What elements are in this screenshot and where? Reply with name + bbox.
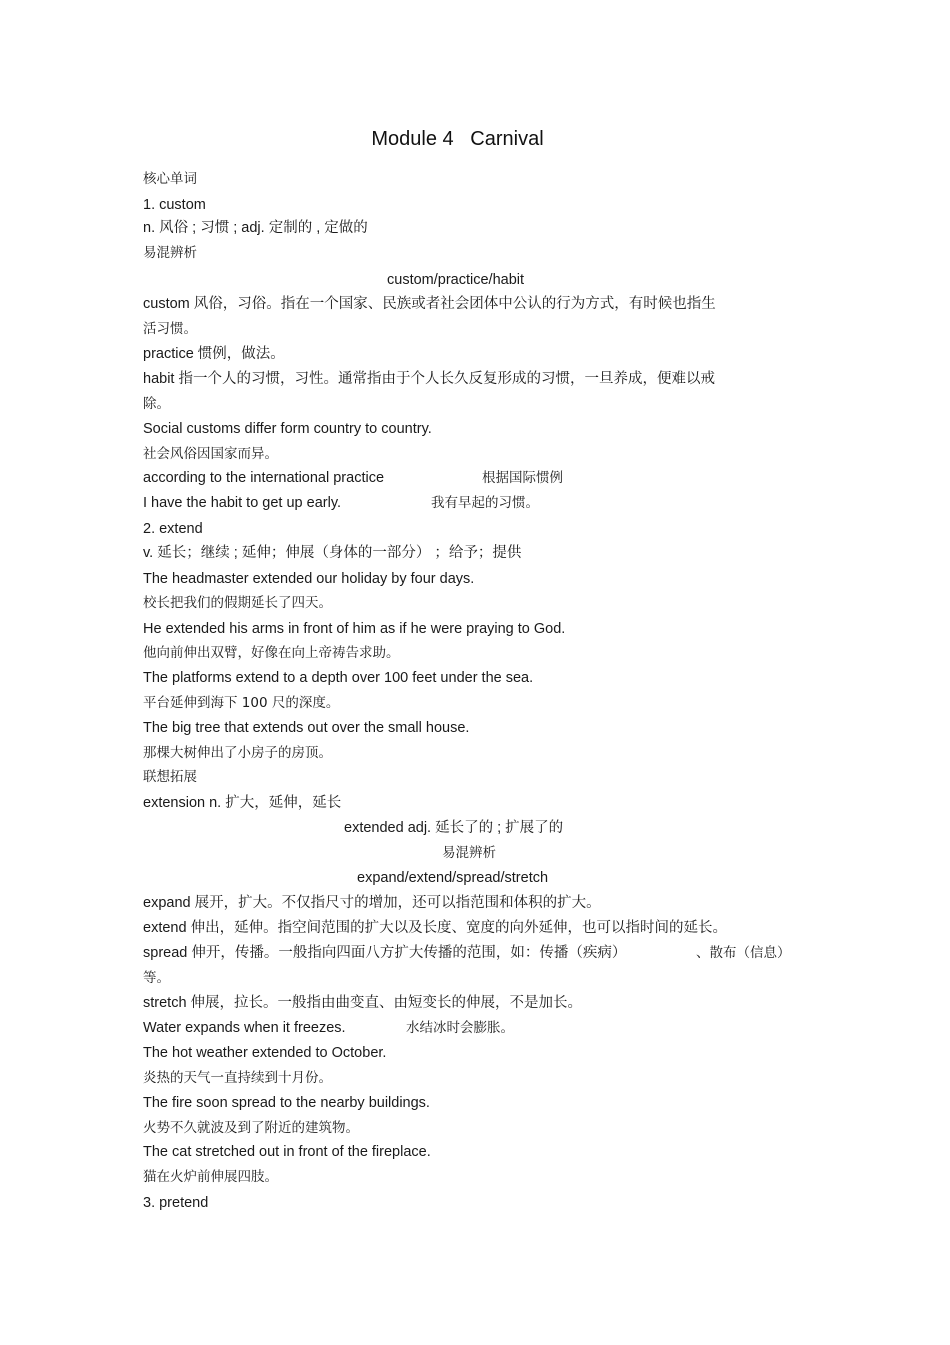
text-segment: 2. extend (143, 521, 203, 537)
text-segment: n. 风俗 ; 习惯 ; adj. 定制的 , 定做的 (143, 220, 368, 236)
text-segment: 平台延伸到海下 100 尺的深度。 (143, 695, 340, 711)
text-segment: extended adj. 延长了的 ; 扩展了的 (344, 820, 564, 836)
text-segment: 核心单词 (143, 171, 197, 187)
text-segment: stretch 伸展，拉长。一般指由曲变直、由短变长的伸展，不是加长。 (143, 995, 583, 1011)
text-segment: 除。 (143, 396, 170, 412)
text-segment: The big tree that extends out over the small house. (143, 720, 470, 736)
text-segment: custom/practice/habit (387, 272, 525, 288)
text-segment: The fire soon spread to the nearby buildings. (143, 1095, 430, 1111)
text-segment: 校长把我们的假期延长了四天。 (143, 595, 332, 611)
text-segment: Social customs differ form country to country. (143, 421, 432, 437)
text-segment: extend 伸出，延伸。指空间范围的扩大以及长度、宽度的向外延伸，也可以指时间的延长。 (143, 920, 728, 936)
text-segment: 等。 (143, 970, 170, 986)
text-segment: 活习惯。 (143, 321, 197, 337)
text-segment: 1. custom (143, 197, 206, 213)
text-segment: The platforms extend to a depth over 100 feet under the sea. (143, 670, 534, 686)
text-segment: The cat stretched out in front of the fireplace. (143, 1144, 431, 1160)
text-segment: expand/extend/spread/stretch (357, 870, 549, 886)
text-segment: 那棵大树伸出了小房子的房顶。 (143, 745, 332, 761)
page-title: Module 4 Carnival (371, 128, 544, 150)
text-segment: custom 风俗，习俗。指在一个国家、民族或者社会团体中公认的行为方式，有时候也指生 (143, 296, 716, 312)
text-segment: The headmaster extended our holiday by four days. (143, 571, 475, 587)
text-segment: Water expands when it freezes. (143, 1020, 346, 1036)
text-segment: habit 指一个人的习惯，习性。通常指由于个人长久反复形成的习惯，一旦养成，便难以戒 (143, 371, 715, 387)
text-segment: 根据国际惯例 (482, 470, 563, 486)
text-segment: 社会风俗因国家而异。 (143, 446, 278, 462)
text-segment: 易混辨析 (442, 845, 496, 861)
text-segment: 联想拓展 (143, 769, 197, 785)
text-segment: 猫在火炉前伸展四肢。 (143, 1169, 278, 1185)
text-segment: 火势不久就波及到了附近的建筑物。 (143, 1120, 359, 1136)
text-segment: 、散布（信息） (696, 945, 791, 961)
text-segment: The hot weather extended to October. (143, 1045, 387, 1061)
text-segment: extension n. 扩大，延伸，延长 (143, 795, 342, 811)
text-segment: 我有早起的习惯。 (431, 495, 539, 511)
text-segment: 水结冰时会膨胀。 (406, 1020, 514, 1036)
text-segment: v. 延长；继续 ; 延伸；伸展（身体的一部分） ；给予；提供 (143, 545, 522, 561)
text-segment: 3. pretend (143, 1195, 209, 1211)
text-segment: 炎热的天气一直持续到十月份。 (143, 1070, 332, 1086)
text-segment: expand 展开，扩大。不仅指尺寸的增加，还可以指范围和体积的扩大。 (143, 895, 601, 911)
text-segment: spread 伸开，传播。一般指向四面八方扩大传播的范围，如：传播（疾病） (143, 945, 627, 961)
text-segment: I have the habit to get up early. (143, 495, 342, 511)
text-segment: 易混辨析 (143, 245, 197, 261)
text-segment: according to the international practice (143, 470, 385, 486)
text-segment: He extended his arms in front of him as if he were praying to God. (143, 621, 566, 637)
text-segment: 他向前伸出双臂，好像在向上帝祷告求助。 (143, 645, 400, 661)
text-segment: practice 惯例，做法。 (143, 346, 285, 362)
